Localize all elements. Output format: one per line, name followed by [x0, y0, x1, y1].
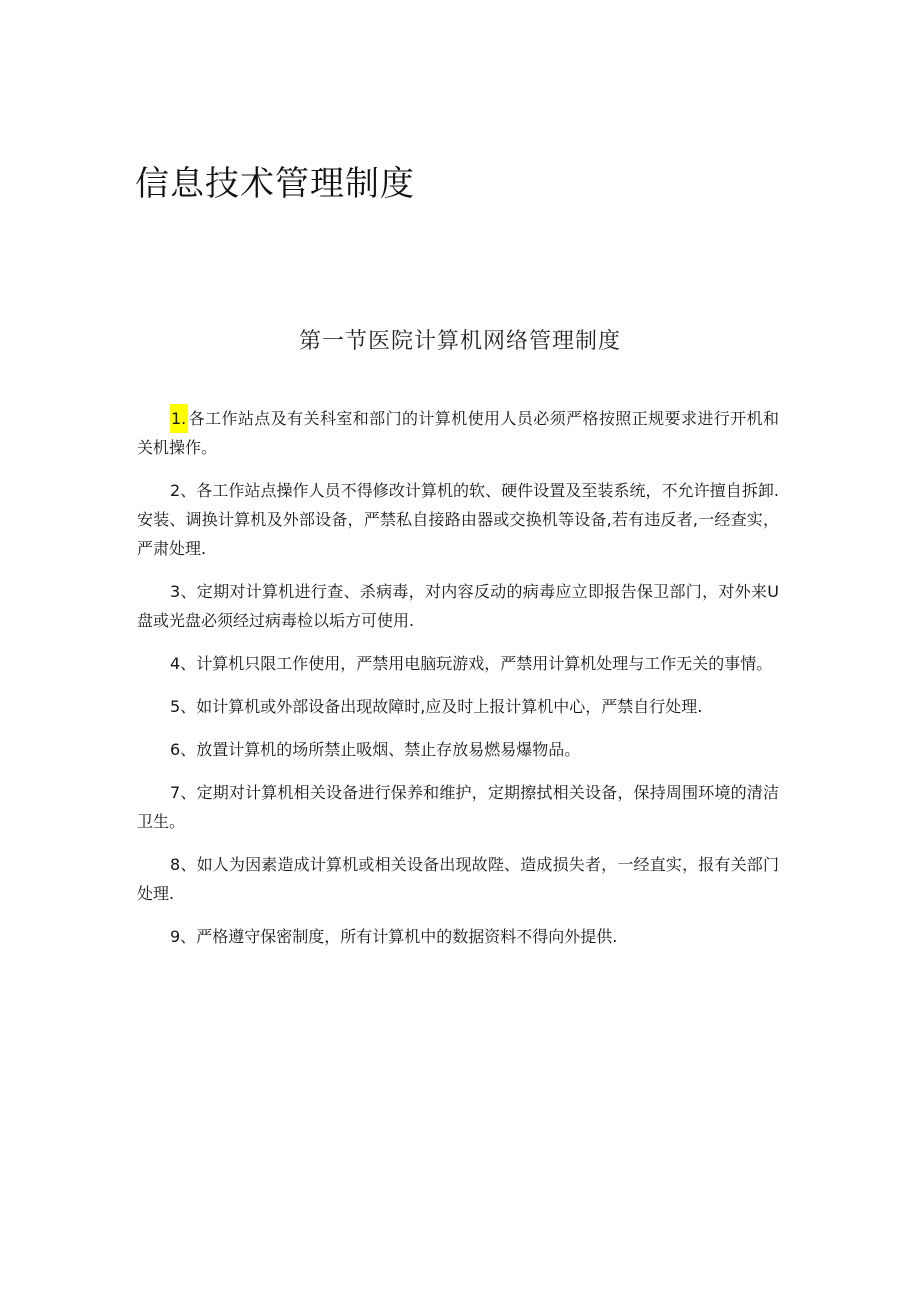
rule-item: [137, 404, 779, 462]
rule-text: 各工作站点操作人员不得修改计算机的软、硬件设置及至装系统，不允许擅自拆卸.安装、调换计算机及外部设备，严禁私自接路由器或交换机等设备,若有违反者,一经查实，严肃处理.: [137, 481, 779, 558]
rule-item: [137, 778, 779, 836]
rules-list: [137, 404, 779, 965]
section-title: 第一节医院计算机网络管理制度: [298, 329, 621, 354]
rule-item: [137, 922, 779, 951]
rule-number: 4、: [170, 654, 197, 673]
rule-number: 5、: [170, 697, 197, 716]
rule-text: 定期对计算机进行查、杀病毒，对内容反动的病毒应立即报告保卫部门，对外来U盘或光盘必须经过病毒检以垢方可使用.: [137, 582, 779, 630]
rule-number: 9、: [170, 927, 197, 946]
rule-text: 各工作站点及有关科室和部门的计算机使用人员必须严格按照正规要求进行开机和关机操作。: [137, 409, 779, 457]
rule-item: [137, 577, 779, 635]
rule-number: 1.: [170, 404, 188, 433]
rule-item: [137, 692, 779, 721]
rule-item: [137, 850, 779, 908]
rule-item: [137, 649, 779, 678]
rule-text: 如计算机或外部设备出现故障时,应及时上报计算机中心，严禁自行处理.: [196, 697, 703, 716]
rule-number: 3、: [170, 582, 197, 601]
rule-number: 7、: [170, 783, 197, 802]
rule-item: [137, 476, 779, 563]
rule-number: 6、: [170, 740, 197, 759]
rule-text: 严格遵守保密制度，所有计算机中的数据资料不得向外提供.: [196, 927, 618, 946]
document-title: 信息技术管理制度: [135, 164, 415, 204]
rule-text: 如人为因素造成计算机或相关设备出现故陛、造成损失者，一经直实，报有关部门处理.: [137, 855, 779, 903]
rule-item: [137, 735, 779, 764]
rule-number: 2、: [170, 481, 197, 500]
rule-number: 8、: [170, 855, 197, 874]
rule-text: 计算机只限工作使用，严禁用电脑玩游戏，严禁用计算机处理与工作无关的事情。: [196, 654, 773, 673]
rule-text: 放置计算机的场所禁止吸烟、禁止存放易燃易爆物品。: [196, 740, 581, 759]
rule-text: 定期对计算机相关设备进行保养和维护，定期擦拭相关设备，保持周围环境的清洁卫生。: [137, 783, 779, 831]
